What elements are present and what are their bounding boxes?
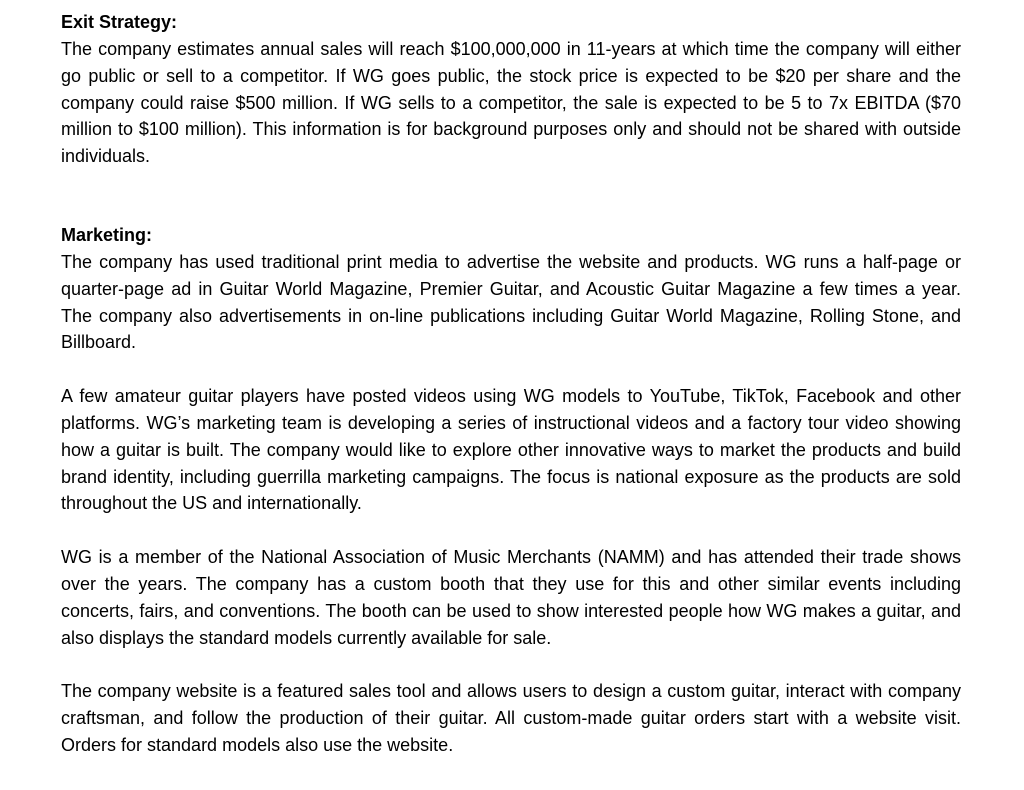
document-body	[61, 9, 961, 759]
marketing-paragraph-namm: WG is a member of the National Association of Music Merchants (NAMM) and has attended their trade shows over the years. The company has a custom booth that they use for this and other similar events including concerts, fairs, and conventions. The booth can be used to show interested people how WG makes a guitar, and also displays the standard models currently available for sale.	[61, 547, 961, 648]
marketing-section	[61, 222, 961, 759]
paragraph-spacer	[61, 517, 961, 544]
exit-strategy-section	[61, 9, 961, 170]
section-spacer	[61, 170, 961, 222]
marketing-paragraph-website: The company website is a featured sales tool and allows users to design a custom guitar, interact with company craftsman, and follow the production of their guitar. All custom-made guitar orders start with a website visit. Orders for standard models also use the website.	[61, 681, 961, 755]
marketing-heading: Marketing:	[61, 224, 153, 245]
marketing-paragraph-print-media: The company has used traditional print media to advertise the website and products. WG runs a half-page or quarter-page ad in Guitar World Magazine, Premier Guitar, and Acoustic Guitar Magazine a few times a year. The company also advertisements in on-line publications including Guitar World Magazine, Rolling Stone, and Billboard.	[61, 251, 961, 353]
paragraph-spacer	[61, 651, 961, 678]
exit-strategy-paragraph: The company estimates annual sales will reach $100,000,000 in 11-years at which time the company will either go public or sell to a competitor. If WG goes public, the stock price is expected to be $20 per share and the company could raise $500 million. If WG sells to a competitor, the sale is expected to be 5 to 7x EBITDA ($70 million to $100 million). This information is for background purposes only and should not be shared with outside individuals.	[61, 39, 961, 167]
paragraph-spacer	[61, 356, 961, 383]
marketing-paragraph-videos: A few amateur guitar players have posted videos using WG models to YouTube, TikTok, Facebook and other platforms. WG’s marketing team is developing a series of instructional videos and a factory tour video showing how a guitar is built. The company would like to explore other innovative ways to market the products and build brand identity, including guerrilla marketing campaigns. The focus is national exposure as the products are sold throughout the US and internationally.	[61, 386, 961, 514]
exit-strategy-heading: Exit Strategy:	[61, 12, 178, 32]
